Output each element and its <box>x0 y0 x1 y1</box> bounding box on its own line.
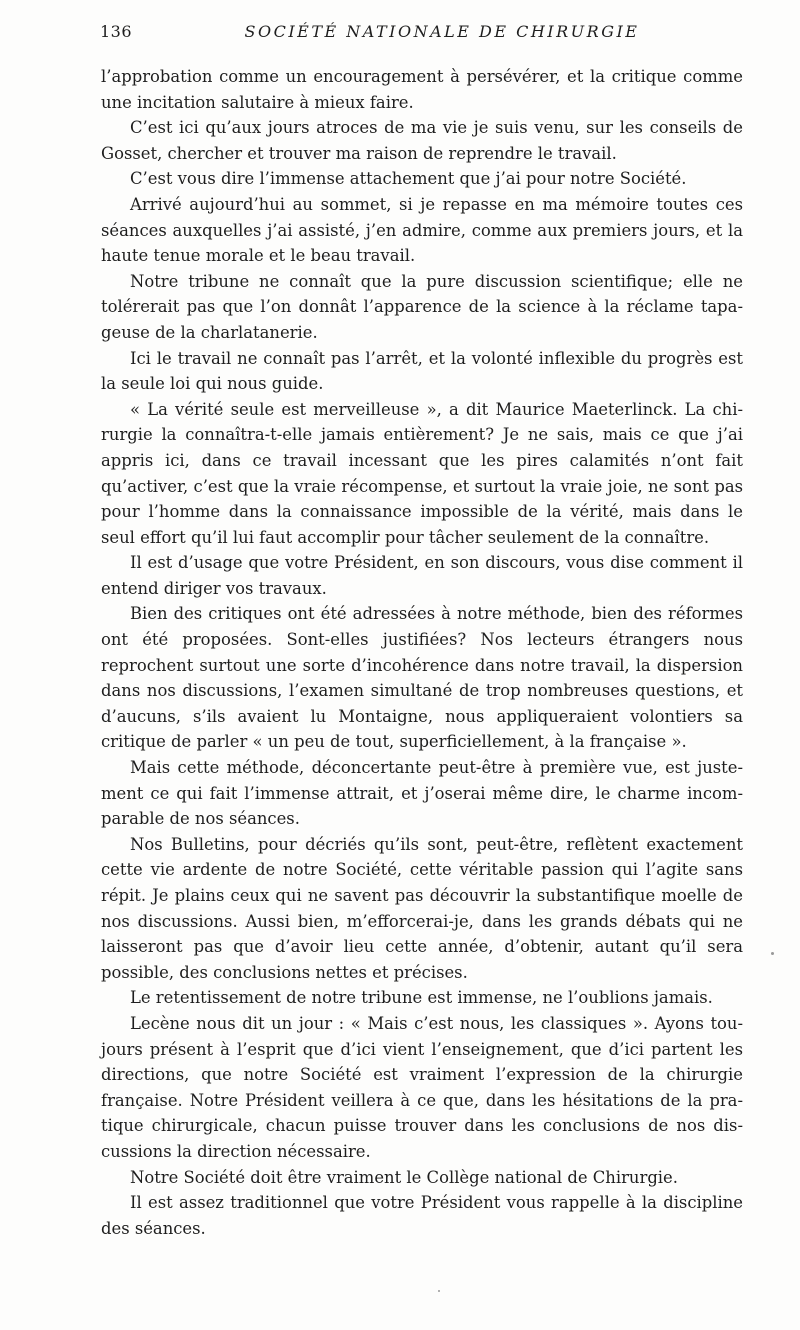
paragraph: Notre tribune ne connaît que la pure discussion scientifique; elle ne tolérerait pas que l’on donnât l’apparence de la science à la réclame tapa- geuse de la charlatanerie. <box>101 271 743 342</box>
paragraph: Lecène nous dit un jour : « Mais c’est nous, les classiques ». Ayons tou- jours présent à l’esprit que d’ici vient l’enseignement, que d’ici partent les directions, que notre Société est vraiment l’expression de la chirurgie française. Notre Président veillera à ce que, dans les hésitations de la pra- tique chirurgicale, chacun puisse trouver dans les conclusions de nos dis- cussions la direction nécessaire. <box>101 1013 743 1161</box>
paragraph: Mais cette méthode, déconcertante peut-être à première vue, est juste- ment ce qui fait l’immense attrait, et j’oserai même dire, le charme incom- parable de nos séances. <box>101 758 743 829</box>
paragraph: C’est vous dire l’immense attachement que j’ai pour notre Société. <box>130 169 687 189</box>
running-head: SOCIÉTÉ NATIONALE DE CHIRURGIE <box>244 22 640 41</box>
paragraph: Il est d’usage que votre Président, en son discours, vous dise comment il entend diriger vos travaux. <box>101 553 743 598</box>
paragraph: Le retentissement de notre tribune est immense, ne l’oublions jamais. <box>130 988 713 1008</box>
paragraph: « La vérité seule est merveilleuse », a dit Maurice Maeterlinck. La chi- rurgie la connaîtra-t-elle jamais entièrement? Je ne sais, mais ce que j’ai appris ici, dans ce travail incessant que les pires calamités n’ont fait qu’activer, c’est que la vraie récompense, et surtout la vraie joie, ne sont pas pour l’homme dans la connaissance impossible de la vérité, mais dans le seul effort qu’il lui faut accomplir pour tâcher seulement de la connaître. <box>101 399 743 547</box>
paragraph: l’approbation comme un encouragement à persévérer, et la critique comme une incitation salutaire à mieux faire. <box>101 67 743 112</box>
paragraph: Nos Bulletins, pour décriés qu’ils sont, peut-être, reflètent exactement cette vie ardente de notre Société, cette véritable passion qui l’agite sans répit. Je plains ceux qui ne savent pas découvrir la substantifique moelle de nos discussions. Aussi bien, m’efforcerai-je, dans les grands débats qui ne laisseront pas que d’avoir lieu cette année, d’obtenir, autant qu’il sera possible, des conclusions nettes et précises. <box>101 834 743 982</box>
paper-speck <box>438 1290 440 1292</box>
page-number: 136 <box>100 22 133 41</box>
paragraph: Il est assez traditionnel que votre Président vous rappelle à la discipline des séances. <box>101 1193 743 1238</box>
body-text <box>101 64 743 1241</box>
paragraph: Notre Société doit être vraiment le Collège national de Chirurgie. <box>130 1167 678 1187</box>
paragraph: Bien des critiques ont été adressées à notre méthode, bien des réformes ont été proposées. Sont-elles justifiées? Nos lecteurs étrangers nous reprochent surtout une sorte d’incohérence dans notre travail, la dispersion dans nos discussions, l’examen simultané de trop nombreuses questions, et d’aucuns, s’ils avaient lu Montaigne, nous appliqueraient volontiers sa critique de parler « un peu de tout, superficiellement, à la française ». <box>101 604 743 752</box>
paragraph: C’est ici qu’aux jours atroces de ma vie je suis venu, sur les conseils de Gosset, chercher et trouver ma raison de reprendre le travail. <box>101 118 743 163</box>
paper-speck <box>771 952 774 955</box>
paragraph: Arrivé aujourd’hui au sommet, si je repasse en ma mémoire toutes ces séances auxquelles j’ai assisté, j’en admire, comme aux premiers jours, et la haute tenue morale et le beau travail. <box>101 194 743 266</box>
page-header <box>100 22 744 46</box>
paragraph: Ici le travail ne connaît pas l’arrêt, et la volonté inflexible du progrès est la seule loi qui nous guide. <box>101 348 743 394</box>
